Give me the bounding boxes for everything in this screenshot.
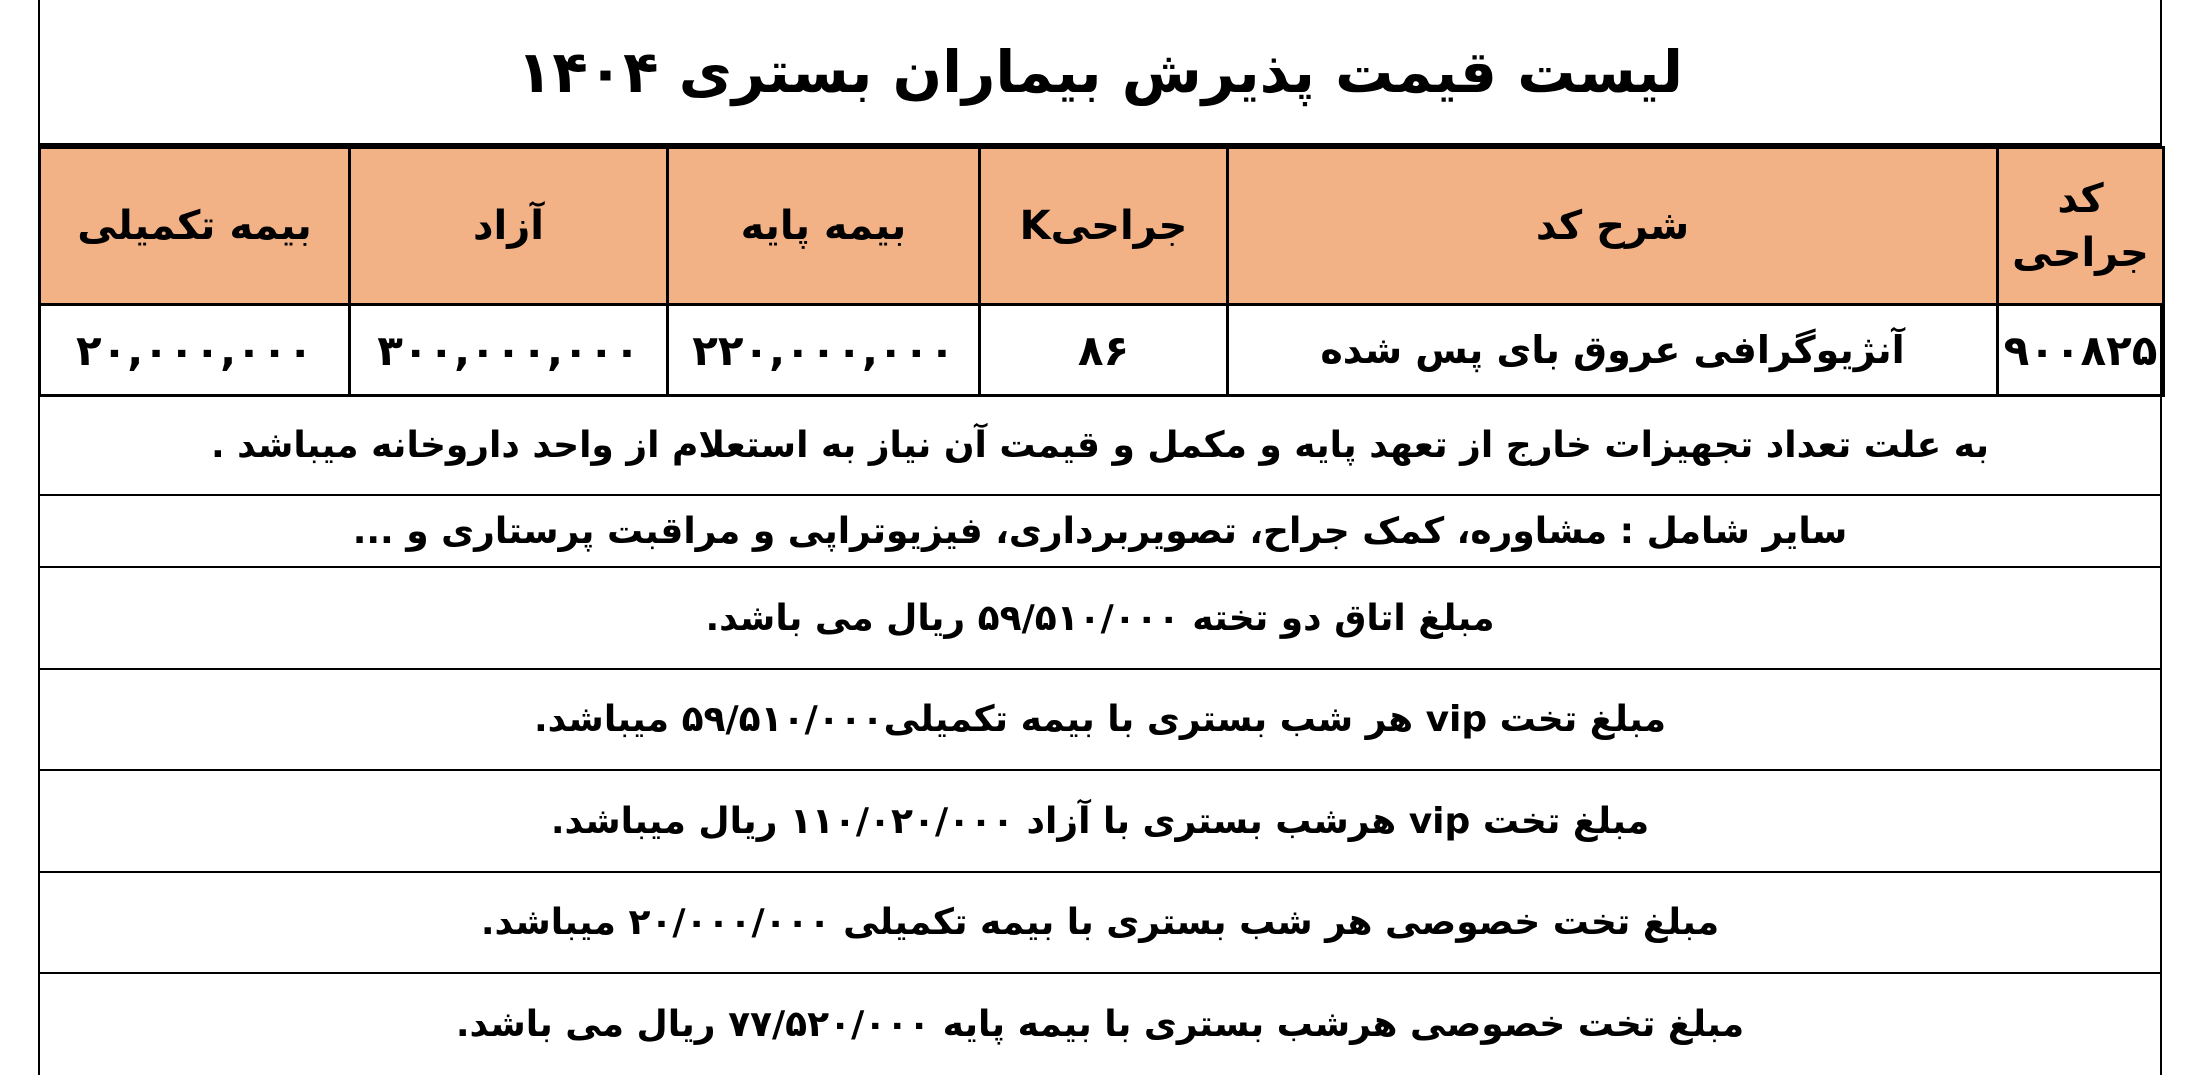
header-k: جراحیK: [980, 148, 1228, 305]
note-vip-supplementary: مبلغ تخت vip هر شب بستری با بیمه تکمیلی۵۹/۵۱۰/۰۰۰ میباشد.: [38, 670, 2162, 771]
note-other-services: سایر شامل : مشاوره، کمک جراح، تصویربرداری، فیزیوتراپی و مراقبت پرستاری و ...: [38, 496, 2162, 568]
header-code: کد جراحی: [1998, 148, 2164, 305]
cell-k: ۸۶: [980, 305, 1228, 396]
cell-description: آنژیوگرافی عروق بای پس شده: [1228, 305, 1998, 396]
note-private-supplementary: مبلغ تخت خصوصی هر شب بستری با بیمه تکمیلی ۲۰/۰۰۰/۰۰۰ میباشد.: [38, 873, 2162, 974]
cell-supplementary-insurance: ۲۰,۰۰۰,۰۰۰: [40, 305, 350, 396]
header-supplementary-insurance: بیمه تکمیلی: [40, 148, 350, 305]
table-header-row: [40, 148, 2164, 305]
header-free: آزاد: [350, 148, 668, 305]
cell-code: ۹۰۰۸۲۵: [1998, 305, 2164, 396]
table-row: [40, 305, 2164, 396]
note-double-room: مبلغ اتاق دو تخته ۵۹/۵۱۰/۰۰۰ ریال می باشد.: [38, 568, 2162, 670]
price-table: [38, 146, 2165, 397]
cell-free: ۳۰۰,۰۰۰,۰۰۰: [350, 305, 668, 396]
page-title: لیست قیمت پذیرش بیماران بستری ۱۴۰۴: [38, 0, 2162, 146]
header-basic-insurance: بیمه پایه: [668, 148, 980, 305]
note-equipment: به علت تعداد تجهیزات خارج از تعهد پایه و مکمل و قیمت آن نیاز به استعلام از واحد داروخانه میباشد .: [38, 397, 2162, 496]
note-private-basic: مبلغ تخت خصوصی هرشب بستری با بیمه پایه ۷۷/۵۲۰/۰۰۰ ریال می باشد.: [455, 1004, 1745, 1045]
header-description: شرح کد: [1228, 148, 1998, 305]
cell-basic-insurance: ۲۲۰,۰۰۰,۰۰۰: [668, 305, 980, 396]
note-vip-free: مبلغ تخت vip هرشب بستری با آزاد ۱۱۰/۰۲۰/۰۰۰ ریال میباشد.: [38, 771, 2162, 873]
